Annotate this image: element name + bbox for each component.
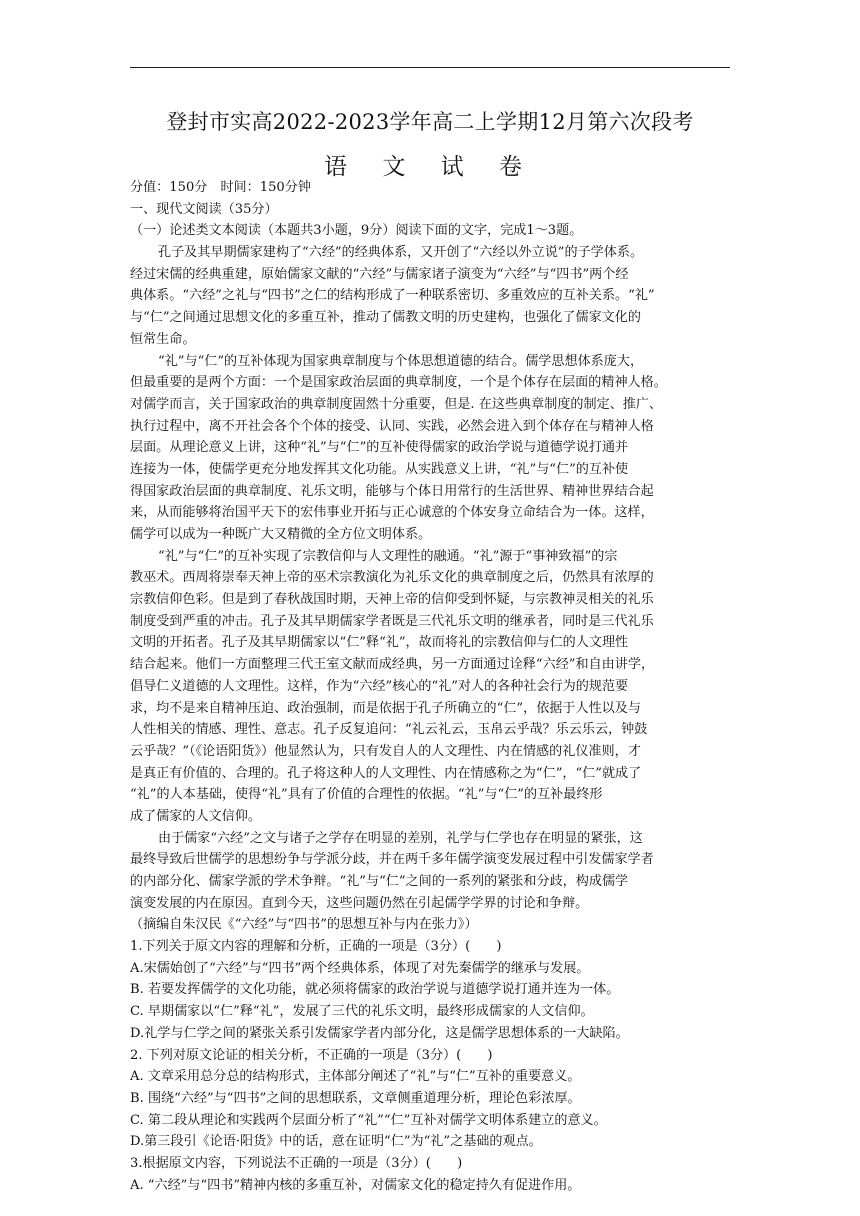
text-line: 3.根据原文内容，下列说法不正确的一项是（3分）( ) xyxy=(130,1155,463,1171)
text-line: “礼”的人本基础，使得“礼”具有了价值的合理性的依据。“礼”与“仁”的互补最终形 xyxy=(130,787,603,803)
text-line: 是真正有价值的、合理的。孔子将这种人的人文理性、内在情感称之为“仁”，“仁”就成了 xyxy=(130,765,642,781)
text-line: 典体系。“六经”之礼与“四书”之仁的结构形成了一种联系密切、多重效应的互补关系。“礼” xyxy=(130,288,655,304)
text-line: （摘编自朱汉民《“六经”与“四书”的思想互补与内在张力》） xyxy=(130,917,478,933)
text-line: 结合起来。他们一方面整理三代王室文献而成经典，另一方面通过诠释“六经”和自由讲学， xyxy=(130,657,655,673)
text-line: 的内部分化、儒家学派的学术争辩。“礼”与“仁”之间的一系列的紧张和分歧，构成儒学 xyxy=(130,874,629,889)
text-line: 制度受到严重的冲击。孔子及其早期儒家学者既是三代礼乐文明的继承者，同时是三代礼乐 xyxy=(130,613,654,629)
text-line: 2. 下列对原文论证的相关分析，不正确的一项是（3分）( ) xyxy=(130,1047,493,1063)
text-line: 人性相关的情感、理性、意志。孔子反复追问：“礼云礼云，玉帛云乎哉？乐云乐云，钟鼓 xyxy=(130,722,648,738)
text-line: 对儒学而言，关于国家政治的典章制度固然十分重要，但是. 在这些典章制度的制定、推广、 xyxy=(130,396,663,412)
document-body xyxy=(130,177,730,1196)
header-rule xyxy=(130,67,730,68)
text-line: 得国家政治层面的典章制度、礼乐文明，能够与个体日用常行的生活世界、精神世界结合起 xyxy=(130,483,654,499)
text-line: 连接为一体，使儒学更充分地发挥其文化功能。从实践意义上讲，“礼”与“仁”的互补使 xyxy=(130,461,629,477)
text-line: “礼”与“仁”的互补体现为国家典章制度与个体思想道德的结合。儒学思想体系庞大， xyxy=(158,353,644,369)
text-line: 倡导仁义道德的人文理性。这样，作为“六经”核心的“礼”对人的各种社会行为的规范要 xyxy=(130,678,629,694)
text-line: 层面。从理论意义上讲，这种“礼”与“仁”的互补使得儒家的政治学说与道德学说打通并 xyxy=(130,440,629,456)
text-line: 恒常生命。 xyxy=(130,331,196,347)
text-line: 经过宋儒的经典重建，原始儒家文献的“六经”与儒家诸子演变为“六经”与“四书”两个经 xyxy=(130,266,629,282)
text-line: 最终导致后世儒学的思想纷争与学派分歧，并在两千多年儒学演变发展过程中引发儒家学者 xyxy=(130,852,654,868)
text-line: 儒学可以成为一种既广大又精微的全方位文明体系。 xyxy=(130,527,432,542)
text-line: 演变发展的内在原因。直到今天，这些问题仍然在引起儒学学界的讨论和争辩。 xyxy=(130,895,589,911)
text-line: “礼”与“仁”的互补实现了宗教信仰与人文理性的融通。“礼”源于“事神致福”的宗 xyxy=(158,548,618,564)
text-line: 求，均不是来自精神压迫、政治强制，而是依据于孔子所确立的“仁”，依据于人性以及与 xyxy=(130,700,641,716)
document-subtitle: 语 文 试 卷 xyxy=(324,154,536,180)
text-line: 文明的开拓者。孔子及其早期儒家以“仁”释“礼”，故而将礼的宗教信仰与仁的人文理性 xyxy=(130,635,629,651)
text-line: 教巫术。西周将崇奉天神上帝的巫术宗教演化为礼乐文化的典章制度之后，仍然具有浓厚的 xyxy=(130,570,654,586)
text-line: 分值：150分 时间：150分钟 xyxy=(130,180,311,195)
text-line: 由于儒家“六经”之文与诸子之学存在明显的差别，礼学与仁学也存在明显的紧张，这 xyxy=(158,830,643,846)
text-line: A. 文章采用总分总的结构形式，主体部分阐述了“礼”与“仁”互补的重要意义。 xyxy=(130,1069,581,1085)
document-title: 登封市实高2022-2023学年高二上学期12月第六次段考 xyxy=(166,110,694,134)
text-line: 但最重要的是两个方面：一个是国家政治层面的典章制度，一个是个体存在层面的精神人格。 xyxy=(130,375,667,391)
text-line: 成了儒家的人文信仰。 xyxy=(130,808,261,824)
text-line: B. 围绕“六经”与“四书”之间的思想联系，文章侧重道理分析，理论色彩浓厚。 xyxy=(130,1090,581,1106)
text-line: （一）论述类文本阅读（本题共3小题，9分）阅读下面的文字，完成1～3题。 xyxy=(130,223,583,239)
text-line: 孔子及其早期儒家建构了“六经”的经典体系，又开创了“六经以外立说”的子学体系。 xyxy=(158,245,644,261)
text-line: A.宋儒始创了“六经”与“四书”两个经典体系，体现了对先秦儒学的继承与发展。 xyxy=(130,960,590,976)
text-line: 一、现代文阅读（35分） xyxy=(130,201,278,217)
text-line: 1.下列关于原文内容的理解和分析，正确的一项是（3分）( ) xyxy=(130,939,502,955)
text-line: C. 早期儒家以“仁”释“礼”，发展了三代的礼乐文明，最终形成儒家的人文信仰。 xyxy=(130,1004,594,1020)
text-line: 执行过程中，离不开社会各个个体的接受、认同、实践，必然会进入到个体存在与精神人格 xyxy=(130,418,654,434)
text-line: B. 若要发挥儒学的文化功能，就必须将儒家的政治学说与道德学说打通并连为一体。 xyxy=(130,982,620,998)
text-line: 来，从而能够将治国平天下的宏伟事业开拓与正心诚意的个体安身立命结合为一体。这样， xyxy=(130,505,654,521)
text-line: 宗教信仰色彩。但是到了春秋战国时期，天神上帝的信仰受到怀疑，与宗教神灵相关的礼乐 xyxy=(130,592,654,608)
text-line: D.第三段引《论语·阳货》中的话，意在证明“仁”为“礼”之基础的观点。 xyxy=(130,1134,542,1150)
text-line: C. 第二段从理论和实践两个层面分析了“礼”“仁”互补对儒学文明体系建立的意义。 xyxy=(130,1112,607,1128)
text-line: 与“仁”之间通过思想文化的多重互补，推动了儒教文明的历史建构，也强化了儒家文化的 xyxy=(130,310,641,326)
text-line: D.礼学与仁学之间的紧张关系引发儒家学者内部分化，这是儒学思想体系的一大缺陷。 xyxy=(130,1025,629,1041)
text-line: A. “六经”与“四书”精神内核的多重互补，对儒家文化的稳定持久有促进作用。 xyxy=(130,1177,581,1193)
text-line: 云乎哉？”（《论语阳货》）他显然认为，只有发自人的人文理性、内在情感的礼仪准则，才 xyxy=(130,743,641,759)
